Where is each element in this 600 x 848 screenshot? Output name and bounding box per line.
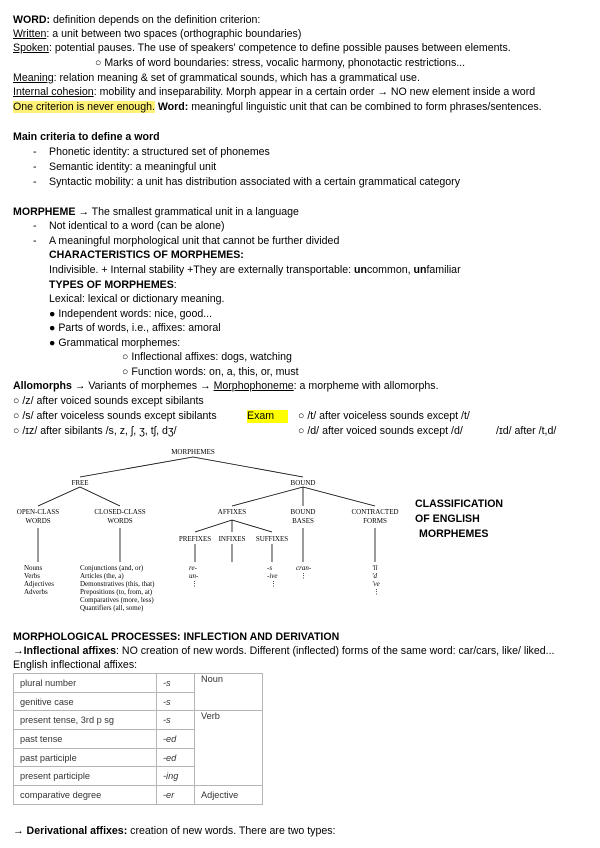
table-cell: present tense, 3rd p sg bbox=[14, 711, 157, 730]
cohesion-text: : mobility and inseparability. Morph appear in a certain order → NO new element inside a word bbox=[93, 86, 536, 98]
inflectional-label: Inflectional affixes bbox=[23, 645, 117, 657]
table-cell: -s bbox=[157, 692, 195, 711]
word-definition-line bbox=[13, 14, 260, 27]
tree-edge bbox=[193, 457, 303, 477]
tree-example-closed: Comparatives (more, less) bbox=[80, 596, 154, 604]
function-words-sub-item: ○ Function words: on, a, this, or, must bbox=[122, 366, 299, 378]
arrow-icon: → bbox=[13, 825, 27, 837]
cohesion-line bbox=[13, 86, 535, 99]
tree-example-suffix: -ive bbox=[267, 572, 278, 580]
table-cell: -ed bbox=[157, 730, 195, 749]
morpheme-heading: MORPHEME bbox=[13, 206, 76, 218]
tree-node-suffixes: SUFFIXES bbox=[255, 535, 289, 543]
inflectional-sub-item: ○ Inflectional affixes: dogs, watching bbox=[122, 351, 292, 363]
morpheme-item: - Not identical to a word (can be alone) bbox=[49, 220, 225, 233]
allomorph-rule: ○ /t/ after voiceless sounds except /t/ bbox=[298, 410, 470, 422]
tree-example-suffix: ⋮ bbox=[270, 580, 277, 588]
tree-edge bbox=[195, 520, 232, 532]
tree-edge bbox=[38, 487, 80, 506]
table-row bbox=[14, 711, 263, 730]
char-prefix-un: un bbox=[413, 264, 427, 276]
types-title: TYPES OF MORPHEMES bbox=[49, 279, 174, 291]
char-text-b: common, bbox=[366, 264, 414, 276]
tree-example-closed: Quantifiers (all, some) bbox=[80, 604, 144, 612]
tree-node-bound: BOUND bbox=[290, 479, 316, 487]
allomorphs-label: Allomorphs bbox=[13, 380, 72, 392]
criterion-highlight: One criterion is never enough. bbox=[13, 101, 155, 113]
allomorphs-text-a: → Variants of morphemes → bbox=[71, 380, 214, 392]
inflectional-text: : NO creation of new words. Different (inflected) forms of the same word: car/cars, like/ liked... bbox=[116, 645, 555, 657]
allomorphs-line bbox=[13, 380, 439, 393]
tree-example-open: Nouns bbox=[24, 564, 43, 572]
tree-example-contracted: 'd bbox=[372, 572, 377, 580]
spoken-sub-item: ○ Marks of word boundaries: stress, vocalic harmony, phonotactic restrictions... bbox=[95, 57, 466, 69]
table-cell: plural number bbox=[14, 674, 157, 693]
allomorph-rule: ○ /d/ after voiced sounds except /d/ bbox=[298, 425, 463, 437]
tree-example-open: Verbs bbox=[24, 572, 40, 580]
grammatical-morphemes-item: ● Grammatical morphemes: bbox=[49, 337, 181, 349]
independent-words-item: ● Independent words: nice, good... bbox=[49, 308, 213, 320]
tree-node-free: FREE bbox=[71, 479, 89, 487]
tree-example-closed: Prepositions (to, from, at) bbox=[80, 588, 153, 596]
tree-edge bbox=[232, 520, 272, 532]
char-prefix-un: un bbox=[354, 264, 367, 276]
allomorph-rule: ○ /s/ after voiceless sounds except sibilants bbox=[13, 410, 217, 422]
meaning-text: : relation meaning & set of grammatical sounds, which has a grammatical use. bbox=[53, 72, 420, 84]
tree-node-morphemes: MORPHEMES bbox=[171, 448, 215, 456]
tree-node-bound-bases: BASES bbox=[292, 517, 314, 525]
table-row bbox=[14, 786, 263, 805]
tree-edge bbox=[232, 487, 303, 506]
derivational-text: creation of new words. There are two types: bbox=[127, 825, 336, 837]
tree-edge bbox=[80, 457, 193, 477]
tree-node-infixes: INFIXES bbox=[218, 535, 246, 543]
tree-caption: OF ENGLISH bbox=[415, 513, 480, 525]
tree-example-suffix: -s bbox=[267, 564, 273, 572]
derivational-line bbox=[13, 825, 335, 838]
category-cell-verb: Verb bbox=[195, 711, 263, 786]
category-cell-noun: Noun bbox=[195, 674, 263, 711]
table-cell: -s bbox=[157, 674, 195, 693]
spoken-line bbox=[13, 42, 511, 55]
table-row bbox=[14, 674, 263, 693]
parts-of-words-item: ● Parts of words, i.e., affixes: amoral bbox=[49, 322, 221, 334]
morpheme-line bbox=[13, 206, 299, 219]
cohesion-label: Internal cohesion bbox=[13, 86, 94, 98]
tree-example-contracted: 've bbox=[372, 580, 380, 588]
tree-node-affixes: AFFIXES bbox=[217, 508, 247, 516]
written-label: Written bbox=[13, 28, 47, 40]
criteria-item: - Semantic identity: a meaningful unit bbox=[49, 161, 216, 174]
tree-example-contracted: ⋮ bbox=[373, 588, 380, 596]
tree-example-bound-base: cran- bbox=[296, 564, 312, 572]
tree-node-contracted-forms: CONTRACTED bbox=[351, 508, 399, 516]
tree-edge bbox=[303, 487, 375, 506]
table-cell: -s bbox=[157, 711, 195, 730]
morpheme-item: - A meaningful morphological unit that cannot be further divided bbox=[49, 235, 339, 248]
tree-example-closed: Demonstratives (this, that) bbox=[80, 580, 155, 588]
english-inflectional-label: English inflectional affixes: bbox=[13, 659, 138, 671]
types-colon: : bbox=[173, 279, 177, 291]
written-text: : a unit between two spaces (orthographic boundaries) bbox=[46, 28, 302, 40]
lexical-line: Lexical: lexical or dictionary meaning. bbox=[49, 293, 225, 305]
written-line bbox=[13, 28, 301, 41]
criteria-item: - Phonetic identity: a structured set of phonemes bbox=[49, 146, 270, 159]
tree-node-contracted-forms: FORMS bbox=[363, 517, 387, 525]
allomorph-rule: ○ /ɪz/ after sibilants /s, z, ʃ, ʒ, tʃ, dʒ/ bbox=[13, 425, 177, 437]
tree-node-open-class: WORDS bbox=[25, 517, 51, 525]
allomorphs-text-b: : a morpheme with allomorphs. bbox=[293, 380, 439, 392]
characteristics-text bbox=[49, 264, 461, 277]
word-heading: WORD: bbox=[13, 14, 51, 26]
word-def-label: Word: bbox=[154, 101, 189, 113]
spoken-text: : potential pauses. The use of speakers' competence to define possible pauses between elements. bbox=[48, 42, 511, 54]
char-text-a: Indivisible. + Internal stability +They are externally transportable: bbox=[49, 264, 355, 276]
characteristics-title: CHARACTERISTICS OF MORPHEMES: bbox=[49, 249, 244, 261]
tree-example-prefix: re- bbox=[189, 564, 197, 572]
tree-example-prefix: un- bbox=[189, 572, 199, 580]
tree-node-closed-class: WORDS bbox=[107, 517, 133, 525]
meaning-label: Meaning bbox=[13, 72, 54, 84]
tree-node-prefixes: PREFIXES bbox=[178, 535, 212, 543]
morpheme-classification-tree bbox=[0, 446, 600, 626]
processes-title: MORPHOLOGICAL PROCESSES: INFLECTION AND DERIVATION bbox=[13, 631, 340, 643]
types-title-line bbox=[49, 279, 177, 292]
tree-connectors bbox=[38, 457, 375, 562]
tree-caption: CLASSIFICATION bbox=[415, 498, 504, 510]
tree-example-bound-base: ⋮ bbox=[300, 572, 307, 580]
table-cell: -er bbox=[157, 786, 195, 805]
meaning-line bbox=[13, 72, 420, 85]
spoken-label: Spoken bbox=[13, 42, 49, 54]
arrow-icon: → bbox=[13, 645, 24, 657]
table-cell: comparative degree bbox=[14, 786, 157, 805]
main-criteria-title: Main criteria to define a word bbox=[13, 131, 160, 143]
tree-example-contracted: 'll bbox=[372, 564, 378, 572]
inflectional-line bbox=[13, 645, 554, 658]
category-cell-adjective: Adjective bbox=[195, 786, 263, 805]
word-def-text: meaningful linguistic unit that can be combined to form phrases/sentences. bbox=[188, 101, 542, 113]
tree-node-open-class: OPEN-CLASS bbox=[16, 508, 60, 516]
table-cell: genitive case bbox=[14, 692, 157, 711]
allomorph-rule: ○ /z/ after voiced sounds except sibilants bbox=[13, 395, 204, 407]
table-cell: past participle bbox=[14, 748, 157, 767]
criteria-item: - Syntactic mobility: a unit has distribution associated with a certain grammatical category bbox=[49, 176, 460, 189]
criterion-line bbox=[13, 101, 542, 114]
table-cell: -ing bbox=[157, 767, 195, 786]
tree-example-open: Adverbs bbox=[24, 588, 48, 596]
tree-edge bbox=[80, 487, 120, 506]
word-heading-rest: definition depends on the definition criterion: bbox=[50, 14, 261, 26]
tree-node-bound-bases: BOUND bbox=[290, 508, 316, 516]
char-text-c: familiar bbox=[426, 264, 461, 276]
tree-example-closed: Articles (the, a) bbox=[80, 572, 124, 580]
allomorph-rule: /ɪd/ after /t,d/ bbox=[496, 425, 557, 437]
tree-example-closed: Conjunctions (and, or) bbox=[80, 564, 144, 572]
morphophoneme-term: Morphophoneme bbox=[213, 380, 294, 392]
tree-node-closed-class: CLOSED-CLASS bbox=[94, 508, 146, 516]
table-cell: present participle bbox=[14, 767, 157, 786]
inflectional-affixes-table bbox=[13, 673, 263, 805]
tree-example-open: Adjectives bbox=[24, 580, 54, 588]
table-cell: past tense bbox=[14, 730, 157, 749]
tree-example-prefix: ⋮ bbox=[191, 580, 198, 588]
tree-caption: MORPHEMES bbox=[419, 528, 489, 540]
derivational-label: Derivational affixes: bbox=[26, 825, 128, 837]
table-cell: -ed bbox=[157, 748, 195, 767]
exam-highlight: Exam bbox=[247, 410, 288, 423]
morpheme-heading-rest: → The smallest grammatical unit in a language bbox=[75, 206, 299, 218]
